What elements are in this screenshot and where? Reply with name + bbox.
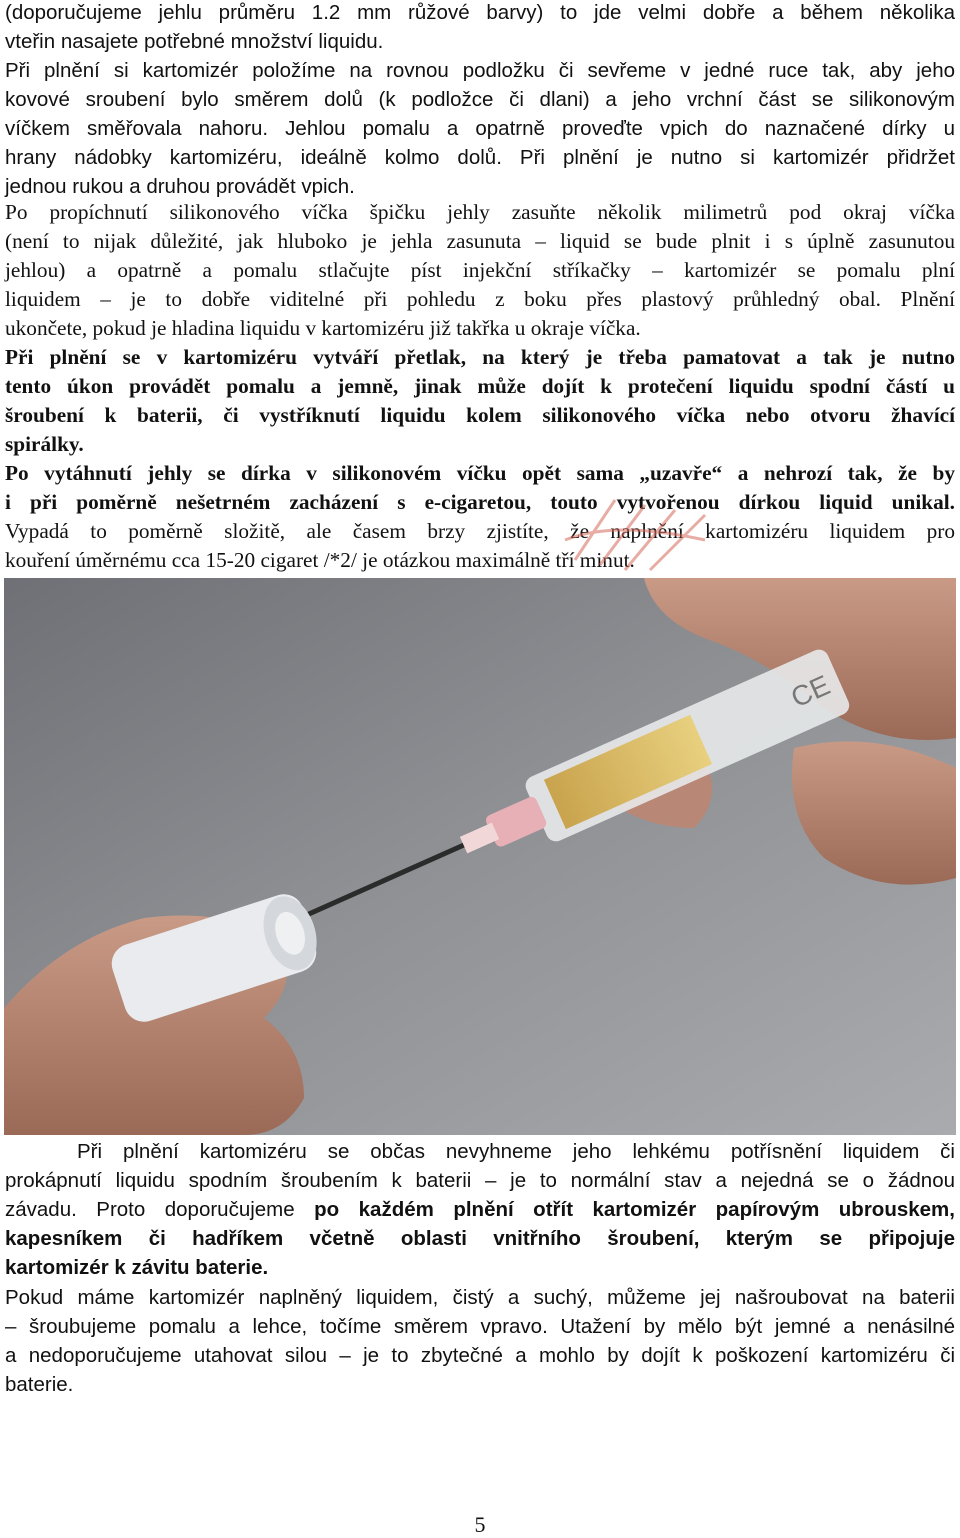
page-number: 5 [474,1512,486,1537]
paragraph-needle-insertion [5,198,955,343]
text-line: Pokud máme kartomizér naplněný liquidem, čistý a suchý, můžeme jej našroubovat na baterii [5,1286,955,1309]
paragraph-cap-seal [5,459,955,517]
text-line: ukončete, pokud je hladina liquidu v kartomizéru již takřka u okraje víčka. [5,316,641,340]
text-line: Při plnění si kartomizér položíme na rovnou podložku či sevřeme v jedné ruce tak, aby jeho [5,59,955,82]
text-line: Při plnění kartomizéru se občas nevyhneme jeho lehkému potřísnění liquidem či [77,1140,955,1163]
paragraph-time-estimate [5,517,955,575]
text-segment: hrany nádobky kartomizéru, ideálně kolmo dolů. [5,146,520,169]
text-segment: závadu. Proto doporučujeme [5,1198,315,1221]
text-segment: Při plnění je nutno si kartomizér přidržet [519,146,955,169]
text-line: – šroubujeme pomalu a lehce, točíme směrem vpravo. Utažení by mělo být jemné a nenásilné [5,1315,955,1338]
paragraph-screwing [5,1283,955,1399]
text-line: Po vytáhnutí jehly se dírka v silikonovém víčku opět sama „uzavře“ a nehrozí tak, že by [5,461,955,485]
text-line: jehlou) a opatrně a pomalu stlačujte píst injekční stříkačky – kartomizér se pomalu plní [5,258,955,282]
text-line: liquidem – je to dobře viditelné při pohledu z boku přes plastový průhledný obal. Plnění [5,287,955,311]
text-line: Při plnění se v kartomizéru vytváří přetlak, na který je třeba pamatovat a tak je nutno [5,345,955,369]
text-line: kovové sroubení bylo směrem dolů (k podložce či dlani) a jeho vrchní část se silikonovým [5,88,955,111]
text-line: Po propíchnutí silikonového víčka špičku jehly zasuňte několik milimetrů pod okraj víčka [5,200,955,224]
text-line: Vypadá to poměrně složitě, ale časem brzy zjistíte, že naplnění kartomizéru liquidem pro [5,519,955,543]
text-line [5,143,955,172]
text-line: (není to nijak důležité, jak hluboko je jehla zasunuta – liquid se bude plnit i s úplně zasunutou [5,229,955,253]
text-line: prokápnutí liquidu spodním šroubením k baterii – je to normální stav a nejedná se o žádnou [5,1169,955,1192]
text-line: víčkem směřovala nahoru. Jehlou pomalu a opatrně proveďte vpich do naznačené dírky u [5,117,955,140]
text-line: kapesníkem či hadříkem včetně oblasti vnitřního šroubení, kterým se připojuje [5,1227,955,1250]
text-line: tento úkon provádět pomalu a jemně, jinak může dojít k protečení liquidu spodní částí u [5,374,955,398]
text-line: i při poměrně nešetrném zacházení s e-cigaretou, touto vytvořenou dírkou liquid unikal. [5,490,955,514]
photo-illustration [4,578,956,1135]
svg-text:CE: CE [786,669,835,714]
text-line [5,1195,955,1224]
text-line: baterie. [5,1373,74,1396]
text-line: spirálky. [5,432,84,456]
syringe-filling-photo [4,578,956,1135]
watermark-stamp [555,480,725,580]
paragraph-filling-intro [5,0,955,201]
text-line: a nedoporučujeme utahovat silou – je to zbytečné a mohlo by dojít k poškození kartomizéru či [5,1344,955,1367]
paragraph-pressure-warning [5,343,955,459]
text-line: jednou rukou a druhou provádět vpich. [5,175,355,198]
text-line: kouření úměrnému cca 15-20 cigaret /*2/ je otázkou maximálně tří minut. [5,548,635,572]
text-line: kartomizér k závitu baterie. [5,1256,269,1279]
paragraph-cleaning [5,1137,955,1282]
text-segment: po každém plnění otřít kartomizér papírovým ubrouskem, [314,1198,955,1221]
text-line: (doporučujeme jehlu průměru 1.2 mm růžové barvy) to jde velmi dobře a během několika [5,1,955,24]
text-line: vteřin nasajete potřebné množství liquidu. [5,30,384,53]
text-line: šroubení k baterii, či vystříknutí liquidu kolem silikonového víčka nebo otvoru žhavící [5,403,955,427]
